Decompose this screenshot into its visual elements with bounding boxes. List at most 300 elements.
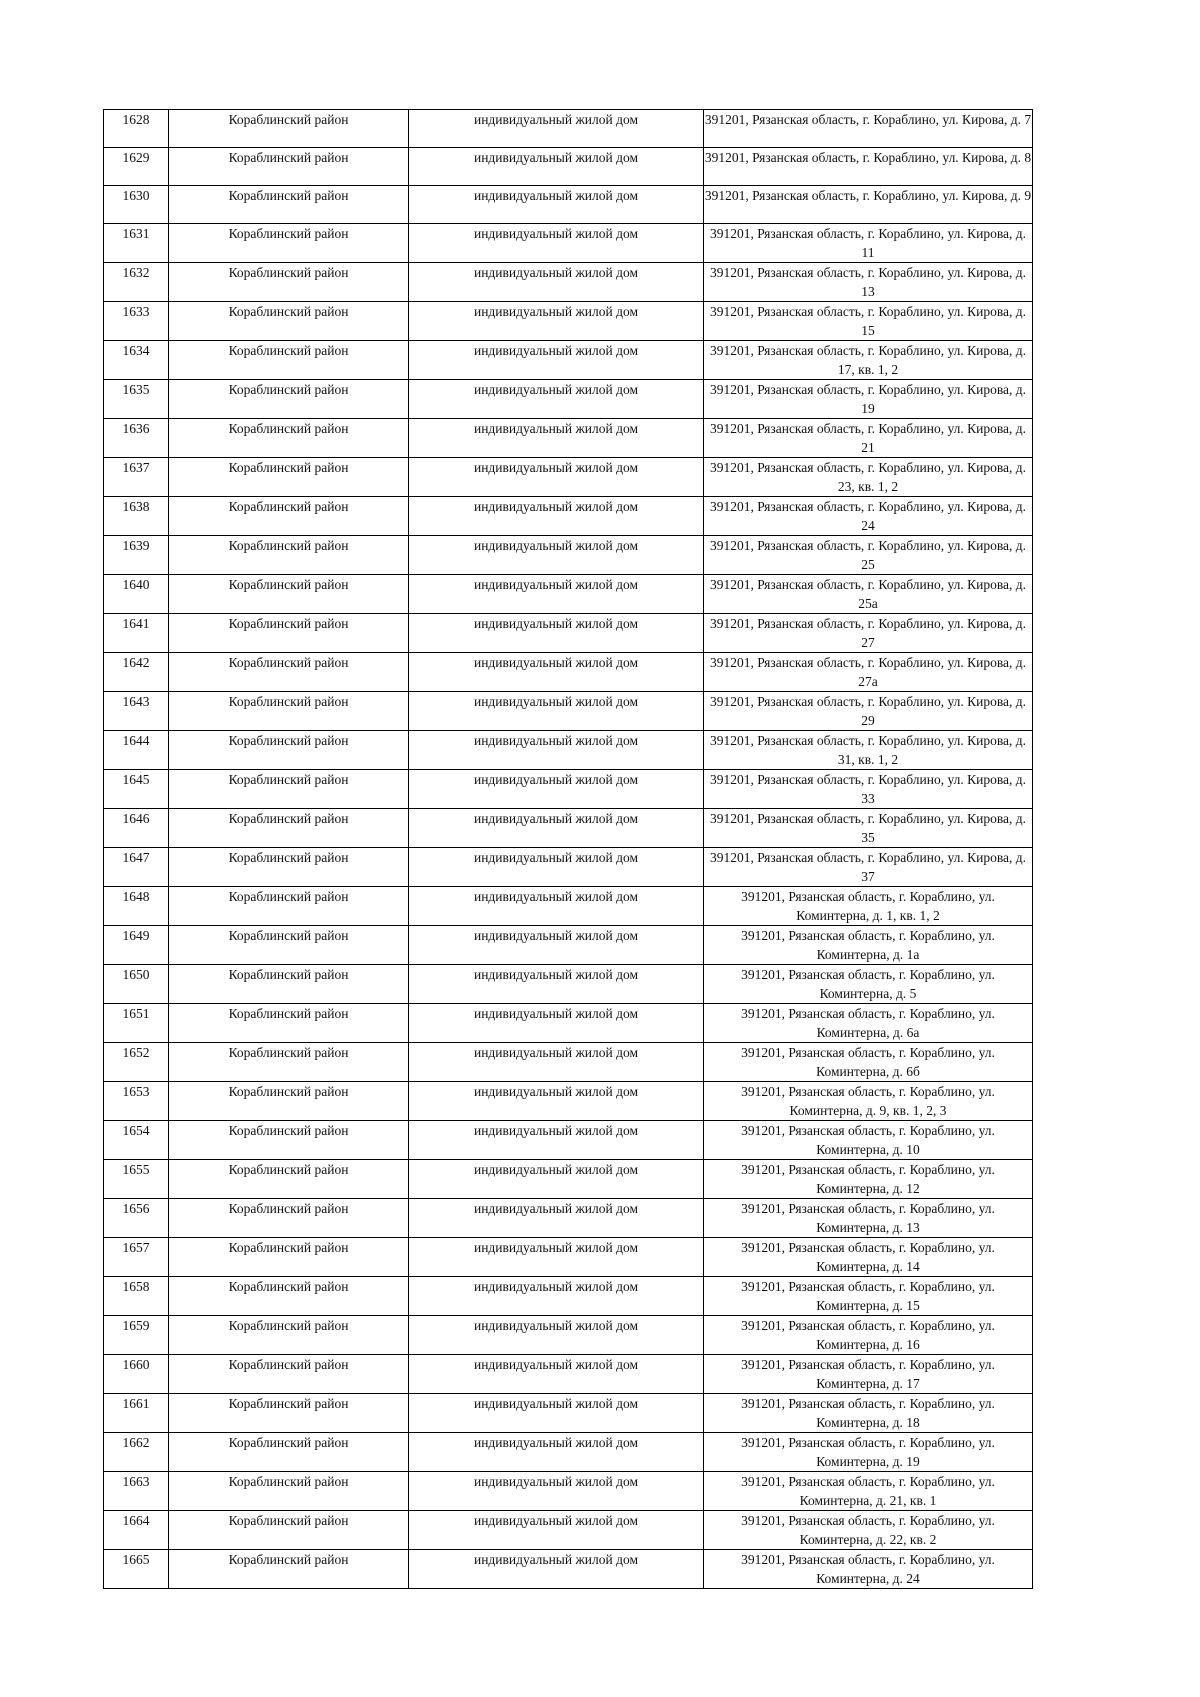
- table-row: [104, 148, 1033, 186]
- row-number-cell: [104, 575, 169, 614]
- district-cell-text: Кораблинский район: [228, 1552, 349, 1567]
- address-cell-text: 391201, Рязанская область, г. Кораблино, ул. Коминтерна, д. 1а: [741, 928, 995, 962]
- row-number-cell-text: 1659: [122, 1318, 150, 1333]
- district-cell: [169, 1433, 409, 1472]
- address-cell: [704, 1199, 1033, 1238]
- building-type-cell-text: индивидуальный жилой дом: [473, 1396, 639, 1411]
- address-cell-text: 391201, Рязанская область, г. Кораблино, ул. Коминтерна, д. 24: [741, 1552, 995, 1586]
- building-type-cell-text: индивидуальный жилой дом: [473, 421, 639, 436]
- building-type-cell: [409, 965, 704, 1004]
- building-type-cell: [409, 341, 704, 380]
- district-cell-text: Кораблинский район: [228, 1474, 349, 1489]
- district-cell: [169, 1550, 409, 1589]
- district-cell-text: Кораблинский район: [228, 1435, 349, 1450]
- address-cell-text: 391201, Рязанская область, г. Кораблино, ул. Коминтерна, д. 21, кв. 1: [741, 1474, 995, 1508]
- address-cell: [704, 1121, 1033, 1160]
- district-cell: [169, 497, 409, 536]
- address-cell: [704, 1082, 1033, 1121]
- district-cell: [169, 1199, 409, 1238]
- address-cell: [704, 224, 1033, 263]
- table-row: [104, 419, 1033, 458]
- address-cell-text: 391201, Рязанская область, г. Кораблино, ул. Кирова, д. 13: [709, 265, 1027, 299]
- table-row: [104, 1433, 1033, 1472]
- building-type-cell: [409, 1472, 704, 1511]
- address-cell: [704, 536, 1033, 575]
- district-cell-text: Кораблинский район: [228, 382, 349, 397]
- address-cell: [704, 1160, 1033, 1199]
- table-row: [104, 1472, 1033, 1511]
- building-type-cell: [409, 1433, 704, 1472]
- address-cell-text: 391201, Рязанская область, г. Кораблино, ул. Коминтерна, д. 14: [741, 1240, 995, 1274]
- row-number-cell-text: 1636: [122, 421, 150, 436]
- building-type-cell: [409, 1355, 704, 1394]
- row-number-cell: [104, 1004, 169, 1043]
- address-cell-text: 391201, Рязанская область, г. Кораблино, ул. Коминтерна, д. 10: [741, 1123, 995, 1157]
- row-number-cell: [104, 186, 169, 224]
- row-number-cell: [104, 887, 169, 926]
- row-number-cell-text: 1650: [122, 967, 150, 982]
- housing-registry-table: [103, 109, 1033, 1589]
- address-cell-text: 391201, Рязанская область, г. Кораблино, ул. Коминтерна, д. 13: [741, 1201, 995, 1235]
- row-number-cell: [104, 926, 169, 965]
- building-type-cell: [409, 1550, 704, 1589]
- address-cell: [704, 1433, 1033, 1472]
- building-type-cell-text: индивидуальный жилой дом: [473, 889, 639, 904]
- address-cell-text: 391201, Рязанская область, г. Кораблино, ул. Кирова, д. 25: [709, 538, 1027, 572]
- table-row: [104, 1550, 1033, 1589]
- building-type-cell: [409, 926, 704, 965]
- address-cell-text: 391201, Рязанская область, г. Кораблино, ул. Кирова, д. 27: [709, 616, 1027, 650]
- address-cell: [704, 1394, 1033, 1433]
- row-number-cell-text: 1652: [122, 1045, 150, 1060]
- table-row: [104, 224, 1033, 263]
- table-row: [104, 1316, 1033, 1355]
- row-number-cell: [104, 731, 169, 770]
- district-cell: [169, 731, 409, 770]
- district-cell: [169, 1355, 409, 1394]
- district-cell-text: Кораблинский район: [228, 538, 349, 553]
- address-cell: [704, 575, 1033, 614]
- district-cell-text: Кораблинский район: [228, 811, 349, 826]
- district-cell-text: Кораблинский район: [228, 499, 349, 514]
- address-cell: [704, 848, 1033, 887]
- row-number-cell-text: 1628: [122, 112, 150, 127]
- district-cell-text: Кораблинский район: [228, 1045, 349, 1060]
- building-type-cell: [409, 458, 704, 497]
- building-type-cell-text: индивидуальный жилой дом: [473, 1318, 639, 1333]
- address-cell: [704, 809, 1033, 848]
- building-type-cell-text: индивидуальный жилой дом: [473, 1474, 639, 1489]
- table-row: [104, 536, 1033, 575]
- address-cell-text: 391201, Рязанская область, г. Кораблино, ул. Кирова, д. 31, кв. 1, 2: [709, 733, 1027, 767]
- table-row: [104, 263, 1033, 302]
- district-cell: [169, 1043, 409, 1082]
- building-type-cell: [409, 148, 704, 186]
- table-row: [104, 1082, 1033, 1121]
- address-cell: [704, 263, 1033, 302]
- address-cell-text: 391201, Рязанская область, г. Кораблино, ул. Кирова, д. 7: [704, 112, 1032, 127]
- building-type-cell-text: индивидуальный жилой дом: [473, 265, 639, 280]
- row-number-cell-text: 1664: [122, 1513, 150, 1528]
- row-number-cell: [104, 1082, 169, 1121]
- district-cell-text: Кораблинский район: [228, 733, 349, 748]
- address-cell: [704, 110, 1033, 148]
- address-cell: [704, 497, 1033, 536]
- building-type-cell-text: индивидуальный жилой дом: [473, 1201, 639, 1216]
- district-cell: [169, 809, 409, 848]
- table-row: [104, 809, 1033, 848]
- table-row: [104, 458, 1033, 497]
- row-number-cell-text: 1639: [122, 538, 150, 553]
- building-type-cell-text: индивидуальный жилой дом: [473, 1513, 639, 1528]
- district-cell-text: Кораблинский район: [228, 1084, 349, 1099]
- row-number-cell-text: 1657: [122, 1240, 150, 1255]
- table-row: [104, 1511, 1033, 1550]
- building-type-cell: [409, 1511, 704, 1550]
- table-row: [104, 1355, 1033, 1394]
- table-row: [104, 341, 1033, 380]
- district-cell-text: Кораблинский район: [228, 1240, 349, 1255]
- row-number-cell: [104, 809, 169, 848]
- row-number-cell-text: 1632: [122, 265, 150, 280]
- row-number-cell-text: 1655: [122, 1162, 150, 1177]
- district-cell-text: Кораблинский район: [228, 1279, 349, 1294]
- district-cell: [169, 341, 409, 380]
- table-row: [104, 1199, 1033, 1238]
- address-cell-text: 391201, Рязанская область, г. Кораблино, ул. Кирова, д. 11: [709, 226, 1027, 260]
- address-cell: [704, 341, 1033, 380]
- address-cell: [704, 692, 1033, 731]
- district-cell: [169, 575, 409, 614]
- district-cell-text: Кораблинский район: [228, 421, 349, 436]
- building-type-cell: [409, 614, 704, 653]
- address-cell: [704, 1238, 1033, 1277]
- district-cell: [169, 614, 409, 653]
- table-row: [104, 887, 1033, 926]
- row-number-cell-text: 1640: [122, 577, 150, 592]
- row-number-cell: [104, 1121, 169, 1160]
- district-cell-text: Кораблинский район: [228, 928, 349, 943]
- row-number-cell-text: 1660: [122, 1357, 150, 1372]
- district-cell-text: Кораблинский район: [228, 1513, 349, 1528]
- address-cell-text: 391201, Рязанская область, г. Кораблино, ул. Кирова, д. 23, кв. 1, 2: [709, 460, 1027, 494]
- building-type-cell-text: индивидуальный жилой дом: [473, 460, 639, 475]
- row-number-cell: [104, 1043, 169, 1082]
- building-type-cell-text: индивидуальный жилой дом: [473, 1435, 639, 1450]
- row-number-cell-text: 1635: [122, 382, 150, 397]
- row-number-cell: [104, 770, 169, 809]
- district-cell: [169, 1238, 409, 1277]
- row-number-cell: [104, 341, 169, 380]
- address-cell-text: 391201, Рязанская область, г. Кораблино, ул. Кирова, д. 9: [704, 188, 1032, 203]
- district-cell: [169, 653, 409, 692]
- building-type-cell-text: индивидуальный жилой дом: [473, 382, 639, 397]
- address-cell: [704, 148, 1033, 186]
- district-cell-text: Кораблинский район: [228, 112, 349, 127]
- row-number-cell: [104, 1550, 169, 1589]
- row-number-cell: [104, 224, 169, 263]
- building-type-cell: [409, 809, 704, 848]
- building-type-cell: [409, 692, 704, 731]
- building-type-cell: [409, 186, 704, 224]
- district-cell: [169, 302, 409, 341]
- building-type-cell: [409, 887, 704, 926]
- building-type-cell-text: индивидуальный жилой дом: [473, 304, 639, 319]
- row-number-cell: [104, 1511, 169, 1550]
- address-cell: [704, 1472, 1033, 1511]
- building-type-cell: [409, 110, 704, 148]
- district-cell: [169, 1277, 409, 1316]
- building-type-cell: [409, 1121, 704, 1160]
- district-cell-text: Кораблинский район: [228, 694, 349, 709]
- building-type-cell-text: индивидуальный жилой дом: [473, 577, 639, 592]
- address-cell: [704, 731, 1033, 770]
- district-cell-text: Кораблинский район: [228, 616, 349, 631]
- district-cell: [169, 419, 409, 458]
- building-type-cell-text: индивидуальный жилой дом: [473, 772, 639, 787]
- district-cell: [169, 848, 409, 887]
- building-type-cell-text: индивидуальный жилой дом: [473, 499, 639, 514]
- building-type-cell-text: индивидуальный жилой дом: [473, 1045, 639, 1060]
- district-cell-text: Кораблинский район: [228, 655, 349, 670]
- address-cell: [704, 1355, 1033, 1394]
- table-row: [104, 1277, 1033, 1316]
- row-number-cell-text: 1638: [122, 499, 150, 514]
- building-type-cell: [409, 653, 704, 692]
- building-type-cell-text: индивидуальный жилой дом: [473, 538, 639, 553]
- table-row: [104, 614, 1033, 653]
- building-type-cell: [409, 224, 704, 263]
- district-cell: [169, 926, 409, 965]
- row-number-cell: [104, 653, 169, 692]
- table-row: [104, 926, 1033, 965]
- building-type-cell-text: индивидуальный жилой дом: [473, 226, 639, 241]
- table-row: [104, 1121, 1033, 1160]
- address-cell-text: 391201, Рязанская область, г. Кораблино, ул. Коминтерна, д. 9, кв. 1, 2, 3: [741, 1084, 995, 1118]
- district-cell-text: Кораблинский район: [228, 889, 349, 904]
- address-cell: [704, 887, 1033, 926]
- building-type-cell-text: индивидуальный жилой дом: [473, 1084, 639, 1099]
- table-row: [104, 770, 1033, 809]
- district-cell-text: Кораблинский район: [228, 577, 349, 592]
- district-cell: [169, 380, 409, 419]
- address-cell: [704, 458, 1033, 497]
- building-type-cell: [409, 731, 704, 770]
- row-number-cell: [104, 1316, 169, 1355]
- row-number-cell-text: 1644: [122, 733, 150, 748]
- building-type-cell: [409, 770, 704, 809]
- address-cell: [704, 926, 1033, 965]
- building-type-cell: [409, 1082, 704, 1121]
- table-row: [104, 1394, 1033, 1433]
- building-type-cell: [409, 575, 704, 614]
- building-type-cell-text: индивидуальный жилой дом: [473, 811, 639, 826]
- table-row: [104, 848, 1033, 887]
- row-number-cell-text: 1633: [122, 304, 150, 319]
- table-row: [104, 302, 1033, 341]
- district-cell-text: Кораблинский район: [228, 1006, 349, 1021]
- building-type-cell: [409, 1394, 704, 1433]
- district-cell-text: Кораблинский район: [228, 1396, 349, 1411]
- row-number-cell-text: 1643: [122, 694, 150, 709]
- building-type-cell: [409, 1004, 704, 1043]
- address-cell-text: 391201, Рязанская область, г. Кораблино, ул. Кирова, д. 8: [704, 150, 1032, 165]
- district-cell: [169, 224, 409, 263]
- district-cell: [169, 770, 409, 809]
- row-number-cell: [104, 1160, 169, 1199]
- address-cell-text: 391201, Рязанская область, г. Кораблино, ул. Коминтерна, д. 18: [741, 1396, 995, 1430]
- building-type-cell: [409, 1238, 704, 1277]
- row-number-cell-text: 1656: [122, 1201, 150, 1216]
- district-cell-text: Кораблинский район: [228, 150, 349, 165]
- row-number-cell: [104, 1238, 169, 1277]
- row-number-cell: [104, 110, 169, 148]
- table-row: [104, 110, 1033, 148]
- row-number-cell-text: 1630: [122, 188, 150, 203]
- building-type-cell: [409, 1160, 704, 1199]
- building-type-cell-text: индивидуальный жилой дом: [473, 1162, 639, 1177]
- district-cell-text: Кораблинский район: [228, 1123, 349, 1138]
- table-row: [104, 1238, 1033, 1277]
- district-cell-text: Кораблинский район: [228, 1162, 349, 1177]
- address-cell: [704, 653, 1033, 692]
- address-cell-text: 391201, Рязанская область, г. Кораблино, ул. Кирова, д. 24: [709, 499, 1027, 533]
- address-cell: [704, 302, 1033, 341]
- address-cell: [704, 1043, 1033, 1082]
- row-number-cell-text: 1647: [122, 850, 150, 865]
- address-cell: [704, 614, 1033, 653]
- table-row: [104, 186, 1033, 224]
- table-row: [104, 731, 1033, 770]
- district-cell: [169, 692, 409, 731]
- address-cell: [704, 1277, 1033, 1316]
- building-type-cell: [409, 1277, 704, 1316]
- building-type-cell: [409, 1316, 704, 1355]
- address-cell-text: 391201, Рязанская область, г. Кораблино, ул. Кирова, д. 25а: [709, 577, 1027, 611]
- row-number-cell: [104, 692, 169, 731]
- building-type-cell-text: индивидуальный жилой дом: [473, 928, 639, 943]
- district-cell: [169, 1316, 409, 1355]
- table-row: [104, 692, 1033, 731]
- row-number-cell: [104, 419, 169, 458]
- district-cell-text: Кораблинский район: [228, 1318, 349, 1333]
- district-cell-text: Кораблинский район: [228, 460, 349, 475]
- building-type-cell-text: индивидуальный жилой дом: [473, 150, 639, 165]
- row-number-cell-text: 1658: [122, 1279, 150, 1294]
- table-row: [104, 1043, 1033, 1082]
- address-cell-text: 391201, Рязанская область, г. Кораблино, ул. Кирова, д. 19: [709, 382, 1027, 416]
- district-cell-text: Кораблинский район: [228, 850, 349, 865]
- district-cell: [169, 1511, 409, 1550]
- row-number-cell-text: 1641: [122, 616, 150, 631]
- row-number-cell-text: 1661: [122, 1396, 150, 1411]
- address-cell-text: 391201, Рязанская область, г. Кораблино, ул. Коминтерна, д. 5: [741, 967, 995, 1001]
- row-number-cell: [104, 1394, 169, 1433]
- district-cell-text: Кораблинский район: [228, 226, 349, 241]
- address-cell-text: 391201, Рязанская область, г. Кораблино, ул. Коминтерна, д. 19: [741, 1435, 995, 1469]
- district-cell-text: Кораблинский район: [228, 304, 349, 319]
- building-type-cell-text: индивидуальный жилой дом: [473, 1279, 639, 1294]
- row-number-cell: [104, 380, 169, 419]
- address-cell: [704, 419, 1033, 458]
- building-type-cell-text: индивидуальный жилой дом: [473, 1552, 639, 1567]
- district-cell: [169, 1394, 409, 1433]
- district-cell-text: Кораблинский район: [228, 1201, 349, 1216]
- building-type-cell-text: индивидуальный жилой дом: [473, 733, 639, 748]
- address-cell-text: 391201, Рязанская область, г. Кораблино, ул. Коминтерна, д. 22, кв. 2: [741, 1513, 995, 1547]
- building-type-cell: [409, 497, 704, 536]
- address-cell: [704, 380, 1033, 419]
- row-number-cell: [104, 1277, 169, 1316]
- table-row: [104, 380, 1033, 419]
- row-number-cell: [104, 497, 169, 536]
- address-cell: [704, 965, 1033, 1004]
- row-number-cell-text: 1665: [122, 1552, 150, 1567]
- row-number-cell-text: 1654: [122, 1123, 150, 1138]
- row-number-cell: [104, 458, 169, 497]
- district-cell: [169, 1472, 409, 1511]
- building-type-cell: [409, 848, 704, 887]
- row-number-cell-text: 1653: [122, 1084, 150, 1099]
- row-number-cell: [104, 1472, 169, 1511]
- row-number-cell: [104, 1199, 169, 1238]
- table-row: [104, 653, 1033, 692]
- district-cell: [169, 263, 409, 302]
- district-cell-text: Кораблинский район: [228, 1357, 349, 1372]
- row-number-cell-text: 1651: [122, 1006, 150, 1021]
- district-cell-text: Кораблинский район: [228, 188, 349, 203]
- building-type-cell-text: индивидуальный жилой дом: [473, 850, 639, 865]
- district-cell-text: Кораблинский район: [228, 772, 349, 787]
- address-cell: [704, 186, 1033, 224]
- building-type-cell-text: индивидуальный жилой дом: [473, 1240, 639, 1255]
- row-number-cell: [104, 848, 169, 887]
- row-number-cell: [104, 536, 169, 575]
- row-number-cell-text: 1662: [122, 1435, 150, 1450]
- building-type-cell-text: индивидуальный жилой дом: [473, 1006, 639, 1021]
- district-cell: [169, 1082, 409, 1121]
- row-number-cell-text: 1663: [122, 1474, 150, 1489]
- row-number-cell-text: 1637: [122, 460, 150, 475]
- row-number-cell: [104, 148, 169, 186]
- address-cell-text: 391201, Рязанская область, г. Кораблино, ул. Коминтерна, д. 12: [741, 1162, 995, 1196]
- row-number-cell: [104, 263, 169, 302]
- building-type-cell-text: индивидуальный жилой дом: [473, 1357, 639, 1372]
- row-number-cell-text: 1649: [122, 928, 150, 943]
- address-cell-text: 391201, Рязанская область, г. Кораблино, ул. Коминтерна, д. 17: [741, 1357, 995, 1391]
- table-row: [104, 1160, 1033, 1199]
- building-type-cell: [409, 536, 704, 575]
- building-type-cell-text: индивидуальный жилой дом: [473, 694, 639, 709]
- row-number-cell-text: 1631: [122, 226, 150, 241]
- address-cell-text: 391201, Рязанская область, г. Кораблино, ул. Коминтерна, д. 16: [741, 1318, 995, 1352]
- building-type-cell-text: индивидуальный жилой дом: [473, 343, 639, 358]
- address-cell-text: 391201, Рязанская область, г. Кораблино, ул. Кирова, д. 33: [709, 772, 1027, 806]
- building-type-cell: [409, 263, 704, 302]
- building-type-cell-text: индивидуальный жилой дом: [473, 967, 639, 982]
- address-cell-text: 391201, Рязанская область, г. Кораблино, ул. Кирова, д. 29: [709, 694, 1027, 728]
- building-type-cell-text: индивидуальный жилой дом: [473, 112, 639, 127]
- building-type-cell-text: индивидуальный жилой дом: [473, 188, 639, 203]
- address-cell: [704, 1550, 1033, 1589]
- row-number-cell: [104, 302, 169, 341]
- district-cell-text: Кораблинский район: [228, 265, 349, 280]
- building-type-cell: [409, 380, 704, 419]
- building-type-cell-text: индивидуальный жилой дом: [473, 616, 639, 631]
- address-cell-text: 391201, Рязанская область, г. Кораблино, ул. Коминтерна, д. 15: [741, 1279, 995, 1313]
- address-cell-text: 391201, Рязанская область, г. Кораблино, ул. Кирова, д. 15: [709, 304, 1027, 338]
- table-row: [104, 575, 1033, 614]
